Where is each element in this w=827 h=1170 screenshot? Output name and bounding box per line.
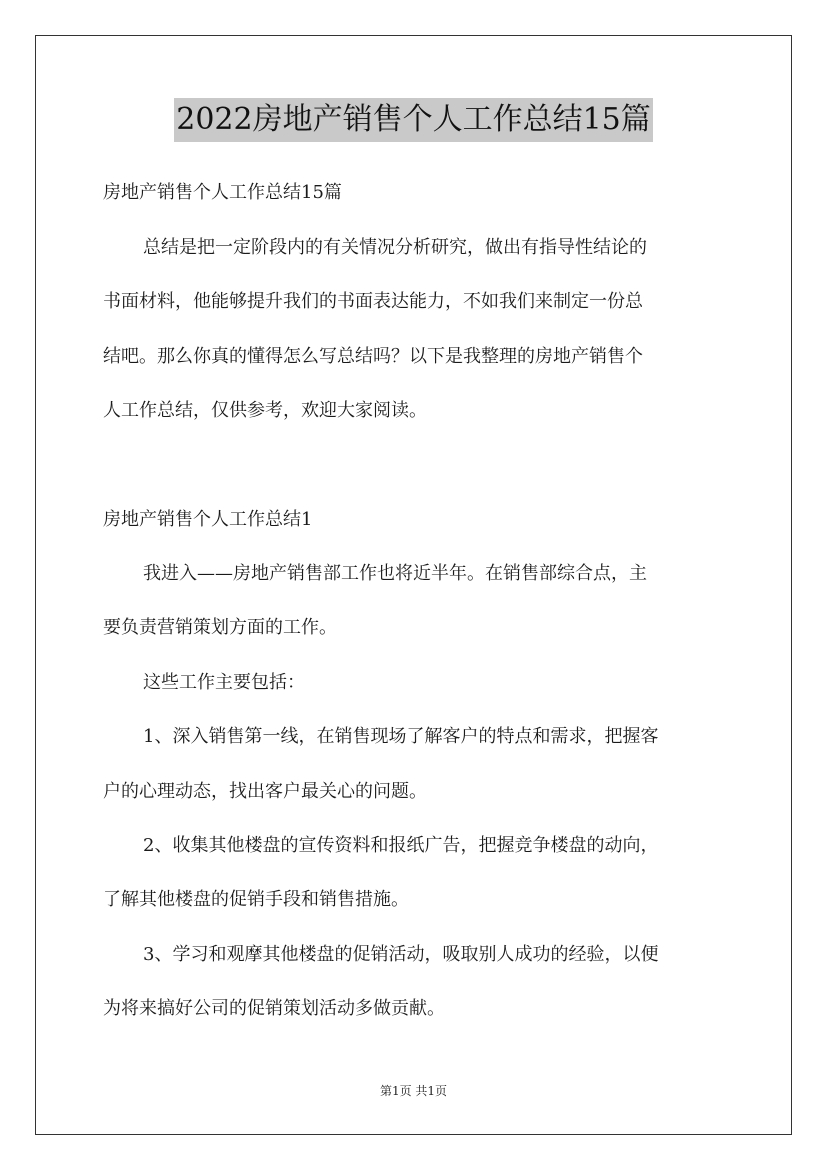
paragraph-line: 为将来搞好公司的促销策划活动多做贡献。 [103, 998, 445, 1019]
section-heading: 房地产销售个人工作总结1 [103, 509, 313, 530]
document-title: 2022房地产销售个人工作总结15篇 [174, 98, 653, 142]
paragraph-line: 要负责营销策划方面的工作。 [103, 617, 337, 638]
paragraph-line: 户的心理动态，找出客户最关心的问题。 [103, 781, 427, 802]
paragraph-line: 书面材料，他能够提升我们的书面表达能力，不如我们来制定一份总 [103, 291, 643, 312]
intro-heading: 房地产销售个人工作总结15篇 [103, 182, 342, 203]
paragraph-line: 了解其他楼盘的促销手段和销售措施。 [103, 889, 409, 910]
paragraph-line: 2、收集其他楼盘的宣传资料和报纸广告，把握竞争楼盘的动向， [143, 835, 659, 856]
paragraph-line: 结吧。那么你真的懂得怎么写总结吗？以下是我整理的房地产销售个 [103, 346, 643, 367]
page-footer: 第1页 共1页 [379, 1084, 448, 1098]
paragraph-line: 这些工作主要包括： [143, 672, 305, 693]
title-wrap [0, 98, 827, 142]
paragraph-line: 1、深入销售第一线，在销售现场了解客户的特点和需求，把握客 [143, 726, 659, 747]
paragraph-line: 3、学习和观摩其他楼盘的促销活动，吸取别人成功的经验，以便 [143, 944, 659, 965]
paragraph-line: 总结是把一定阶段内的有关情况分析研究，做出有指导性结论的 [143, 237, 647, 258]
paragraph-line: 我进入——房地产销售部工作也将近半年。在销售部综合点，主 [143, 563, 647, 584]
paragraph-line: 人工作总结，仅供参考，欢迎大家阅读。 [103, 400, 427, 421]
